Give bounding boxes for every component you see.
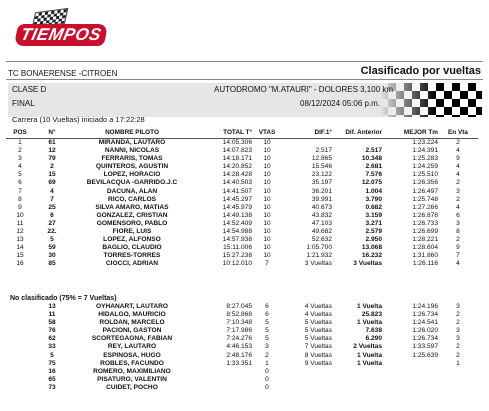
cell-name: QUINTEROS, AGUSTIN <box>95 163 169 171</box>
cell-best: 1:26.356 <box>412 179 438 187</box>
class-label: CLASE D <box>12 85 47 94</box>
cell-num: 4 <box>50 187 54 195</box>
cell-best: 1:31.860 <box>412 252 438 260</box>
cell-lap <box>438 368 478 376</box>
table-row <box>6 352 478 360</box>
cell-best <box>382 384 438 392</box>
cell-name: LOPEZ, HORACIO <box>103 171 161 179</box>
cell-prev: 2.579 <box>365 228 382 236</box>
cell-dif: 12.865 <box>311 155 332 163</box>
cell-time <box>194 376 252 384</box>
cell-pos: 9 <box>18 203 22 211</box>
cell-pos: 14 <box>16 244 24 252</box>
cell-laps: 10 <box>263 252 271 260</box>
cell-time: 14:49.138 <box>222 211 252 219</box>
table-row <box>6 384 478 392</box>
cell-laps: 10 <box>263 171 271 179</box>
cell-prev: 7.576 <box>365 171 382 179</box>
cell-prev: 10.348 <box>361 155 382 163</box>
cell-num: 75 <box>48 359 56 367</box>
cell-pos <box>6 352 34 360</box>
cell-best: 1:27.266 <box>412 203 438 211</box>
cell-prev: 0.682 <box>365 203 382 211</box>
cell-best: 1:25.639 <box>412 351 438 359</box>
cell-name: OYHANART, LAUTARO <box>95 303 169 310</box>
cell-prev: 13.068 <box>361 244 382 252</box>
cell-name: BAGLIO, CLAUDIO <box>102 244 162 252</box>
cell-dif: 4 Vueltas <box>304 311 332 319</box>
cell-pos <box>6 343 34 351</box>
table-row <box>6 228 478 236</box>
cell-best: 1:26.699 <box>412 228 438 236</box>
cell-lap: 9 <box>456 244 460 252</box>
cell-time: 8:27.045 <box>226 303 252 310</box>
cell-time: 14:45.297 <box>222 195 252 203</box>
cell-prev: 3.790 <box>365 195 382 203</box>
cell-dif: 36.201 <box>311 187 332 195</box>
table-row <box>6 335 478 343</box>
table-row <box>6 303 478 311</box>
cell-num: 6 <box>50 211 54 219</box>
cell-prev: 1 Vuelta <box>356 359 382 367</box>
cell-time: 7:24.276 <box>226 335 252 343</box>
cell-prev <box>332 139 382 148</box>
cell-best: 1:26.734 <box>412 311 438 319</box>
table-row <box>6 155 478 163</box>
cell-lap: 7 <box>456 252 460 260</box>
cell-best: 1:24.196 <box>412 303 438 310</box>
cell-best: 1:24.391 <box>412 147 438 155</box>
cell-name: HIDALGO, MAURICIO <box>98 311 166 319</box>
cell-prev: 1 Vuelta <box>356 303 382 310</box>
table-row <box>6 147 478 155</box>
cell-num: 27 <box>48 219 56 227</box>
cell-dif <box>282 368 332 376</box>
cell-prev: 6.290 <box>365 335 382 343</box>
cell-pos: 6 <box>18 179 22 187</box>
cell-prev: 2.517 <box>365 147 382 155</box>
cell-prev: 7.638 <box>365 327 382 335</box>
cell-name: FIORE, LUIS <box>112 228 152 236</box>
cell-name: GOMENSORO, PABLO <box>96 219 168 227</box>
cell-prev: 3.159 <box>365 211 382 219</box>
cell-lap: 2 <box>456 319 460 327</box>
cell-time: 14:18.171 <box>222 155 252 163</box>
cell-lap: 3 <box>456 187 460 195</box>
cell-pos: 10 <box>16 211 24 219</box>
cell-best <box>382 360 438 368</box>
cell-laps: 10 <box>263 211 271 219</box>
cell-laps: 10 <box>263 236 271 244</box>
cell-dif: 40.673 <box>311 203 332 211</box>
cell-pos: 11 <box>16 219 24 227</box>
cell-num: 15 <box>48 171 56 179</box>
cell-prev <box>332 384 382 392</box>
cell-laps: 10 <box>263 228 271 236</box>
cell-time <box>194 368 252 376</box>
cell-laps: 6 <box>265 311 269 319</box>
cell-lap <box>438 384 478 392</box>
table-row <box>6 188 478 196</box>
title-divider <box>6 79 483 80</box>
cell-num: 5 <box>50 351 54 359</box>
cell-num: 79 <box>48 155 56 163</box>
cell-pos <box>6 327 34 335</box>
cell-prev: 2.681 <box>365 163 382 171</box>
cell-laps: 2 <box>265 351 269 359</box>
cell-best: 1:33.597 <box>412 343 438 351</box>
cell-dif: 23.122 <box>311 171 332 179</box>
cell-best <box>382 376 438 384</box>
table-row <box>6 204 478 212</box>
cell-dif: 4 Vueltas <box>304 303 332 310</box>
cell-num: 16 <box>48 367 56 375</box>
cell-lap: 9 <box>456 155 460 163</box>
cell-best: 1:26.497 <box>412 187 438 195</box>
cell-lap <box>438 376 478 384</box>
cell-dif: 43.832 <box>311 211 332 219</box>
category-label: TC BONAERENSE -CITROEN <box>8 69 118 78</box>
cell-num: 11 <box>48 311 56 319</box>
col-best: MEJOR Tm <box>382 128 438 139</box>
cell-name: RICO, CARLOS <box>108 195 156 203</box>
cell-lap: 6 <box>456 211 460 219</box>
datetime-label: 08/12/2024 05:06 p.m. <box>300 99 381 108</box>
cell-name: CUIDET, POCHO <box>106 383 158 391</box>
cell-laps: 10 <box>263 155 271 163</box>
cell-laps: 10 <box>263 147 271 155</box>
cell-prev: 3.271 <box>365 219 382 227</box>
table-row <box>6 252 478 260</box>
cell-name: SCORTEGAGNA, FABIAN <box>91 335 173 343</box>
cell-prev: 16.232 <box>361 252 382 260</box>
cell-time: 15:27.238 <box>222 252 252 260</box>
cell-lap: 2 <box>456 343 460 351</box>
tiempos-logo <box>16 10 108 48</box>
cell-time <box>194 384 252 392</box>
cell-pos: 1 <box>18 139 22 146</box>
cell-pos: 8 <box>18 195 22 203</box>
cell-lap: 2 <box>456 139 460 146</box>
table-row <box>6 311 478 319</box>
race-start-text: Carrera (10 Vueltas) iniciado a 17:22:28 <box>12 115 145 124</box>
cell-prev: 12.075 <box>361 179 382 187</box>
cell-lap: 3 <box>456 303 460 310</box>
cell-dif: 5 Vueltas <box>304 327 332 335</box>
cell-lap: 2 <box>456 351 460 359</box>
cell-pos: 4 <box>18 163 22 171</box>
cell-best: 1:26.733 <box>412 219 438 227</box>
table-header-row <box>6 128 478 139</box>
cell-pos <box>6 376 34 384</box>
cell-num: 13 <box>48 303 56 310</box>
cell-dif: 15.546 <box>311 163 332 171</box>
col-total: TOTAL T° <box>194 128 252 139</box>
cell-lap: 3 <box>456 335 460 343</box>
cell-num: 12 <box>48 147 56 155</box>
cell-prev: 2 Vueltas <box>353 343 382 351</box>
cell-dif: 5 Vueltas <box>304 319 332 327</box>
session-label: FINAL <box>12 99 35 108</box>
cell-time: 14:28.428 <box>222 171 252 179</box>
col-name: NOMBRE PILOTO <box>70 128 194 139</box>
cell-laps: 10 <box>263 187 271 195</box>
cell-pos: 16 <box>16 260 24 268</box>
cell-lap: 2 <box>456 195 460 203</box>
header-divider <box>6 61 483 62</box>
cell-pos <box>6 319 34 327</box>
cell-best <box>382 368 438 376</box>
cell-num: 61 <box>48 139 56 146</box>
cell-num: 25 <box>48 203 56 211</box>
classified-body <box>6 139 478 269</box>
cell-lap: 2 <box>456 236 460 244</box>
cell-prev <box>332 376 382 384</box>
cell-laps: 10 <box>263 179 271 187</box>
cell-num: 5 <box>50 236 54 244</box>
cell-name: PACIONI, GASTON <box>102 327 162 335</box>
classified-table <box>6 128 478 269</box>
cell-best: 1:24.259 <box>412 163 438 171</box>
cell-best: 1:28.221 <box>412 236 438 244</box>
table-row <box>6 139 478 148</box>
cell-pos <box>6 384 34 392</box>
cell-prev: 1.004 <box>365 187 382 195</box>
cell-name: ROBLES, FACUNDO <box>100 359 164 367</box>
cell-laps: 0 <box>265 367 269 375</box>
cell-time: 14:41.507 <box>222 187 252 195</box>
cell-lap: 3 <box>456 219 460 227</box>
race-start-line <box>8 114 482 125</box>
cell-dif: 8 Vueltas <box>304 351 332 359</box>
col-pos: POS <box>6 128 34 139</box>
cell-name: ROMERO, MAXIMILIANO <box>93 367 171 375</box>
cell-laps: 10 <box>263 139 271 146</box>
cell-laps: 10 <box>263 244 271 252</box>
cell-laps: 0 <box>265 375 269 383</box>
cell-laps: 0 <box>265 383 269 391</box>
cell-best: 1:26.734 <box>412 335 438 343</box>
not-classified-body <box>6 303 478 392</box>
cell-time: 7:17.986 <box>226 327 252 335</box>
cell-num: 22. <box>47 228 57 236</box>
cell-lap: 2 <box>456 179 460 187</box>
not-classified-label: No clasificado (75% = 7 Vueltas) <box>10 295 117 302</box>
cell-num: 7 <box>50 195 54 203</box>
cell-num: 58 <box>48 319 56 327</box>
cell-name: ESPINOSA, HUGO <box>103 351 161 359</box>
table-row <box>6 196 478 204</box>
table-row <box>6 360 478 368</box>
cell-dif: 5 Vueltas <box>304 335 332 343</box>
cell-laps: 10 <box>263 203 271 211</box>
cell-time: 14:45.979 <box>222 203 252 211</box>
cell-laps: 10 <box>263 219 271 227</box>
table-row <box>6 220 478 228</box>
cell-time: 1:33.351 <box>226 359 252 367</box>
table-row <box>6 171 478 179</box>
cell-laps: 10 <box>263 195 271 203</box>
cell-prev: 2.950 <box>365 236 382 244</box>
cell-dif: 47.103 <box>311 219 332 227</box>
cell-dif <box>282 139 332 148</box>
cell-prev: 1 Vuelta <box>356 319 382 327</box>
cell-time: 7:10.348 <box>226 319 252 327</box>
table-row <box>6 319 478 327</box>
table-row <box>6 236 478 244</box>
cell-time: 2:48.176 <box>226 351 252 359</box>
cell-name: PISATURO, VALENTIN <box>97 375 167 383</box>
cell-name: CIOCCI, ADRIAN <box>105 260 159 268</box>
cell-pos: 5 <box>18 171 22 179</box>
cell-laps: 7 <box>265 260 269 268</box>
cell-name: BEVILACQUA -GARRIDO.J.C <box>86 179 178 187</box>
cell-time: 10:12.010 <box>222 260 252 268</box>
cell-dif: 52.632 <box>311 236 332 244</box>
cell-time: 14:40.503 <box>222 179 252 187</box>
table-row <box>6 260 478 268</box>
cell-laps: 6 <box>265 303 269 310</box>
cell-name: MIRANDA, LAUTARO <box>98 139 166 146</box>
cell-time: 14:54.988 <box>222 228 252 236</box>
cell-num: 85 <box>48 260 56 268</box>
logo-wordmark: TIEMPOS <box>14 24 109 46</box>
cell-best: 1:26.116 <box>412 260 438 268</box>
table-row <box>6 368 478 376</box>
cell-pos: 12 <box>16 228 24 236</box>
cell-pos: 7 <box>18 187 22 195</box>
cell-lap: 4 <box>456 163 460 171</box>
cell-dif: 1:05.700 <box>306 244 332 252</box>
cell-prev: 1 Vuelta <box>356 351 382 359</box>
cell-time: 15:11.006 <box>223 244 252 252</box>
cell-best: 1:28.604 <box>412 244 438 252</box>
cell-dif: 49.682 <box>311 228 332 236</box>
cell-name: LOPEZ, ALFONSO <box>103 236 161 244</box>
cell-laps: 5 <box>265 335 269 343</box>
cell-name: GONZALEZ, CRISTIAN <box>96 211 168 219</box>
cell-name: FERRARIS, TOMAS <box>101 155 163 163</box>
cell-pos <box>6 368 34 376</box>
table-row <box>6 327 478 335</box>
cell-name: ROLDAN, MARCELO <box>99 319 165 327</box>
cell-pos <box>6 303 34 311</box>
cell-laps: 3 <box>265 343 269 351</box>
circuit-label: AUTODROMO "M.ATAURI" - DOLORES 3,100 km <box>214 85 394 94</box>
cell-lap: 8 <box>456 228 460 236</box>
cell-name: TORRES-TORRES <box>103 252 161 260</box>
cell-time: 14:20.852 <box>222 163 252 171</box>
cell-prev: 3 Vueltas <box>353 260 382 268</box>
cell-time: 14:07.823 <box>222 147 252 155</box>
table-row <box>6 376 478 384</box>
table-row <box>6 179 478 187</box>
table-row <box>6 163 478 171</box>
col-dif-first: DIF.1° <box>282 128 332 139</box>
cell-best: 1:25.510 <box>412 171 438 179</box>
cell-pos <box>6 335 34 343</box>
cell-time: 14:05.306 <box>222 139 252 146</box>
cell-time: 14:52.409 <box>222 219 252 227</box>
cell-laps: 5 <box>265 319 269 327</box>
cell-num: 59 <box>48 244 56 252</box>
cell-laps: 10 <box>263 163 271 171</box>
checkered-pattern <box>380 83 482 117</box>
col-num: N° <box>34 128 70 139</box>
cell-dif: 3 Vueltas <box>304 260 332 268</box>
table-row <box>6 212 478 220</box>
cell-pos <box>6 311 34 319</box>
cell-name: NANNI, NICOLAS <box>104 147 160 155</box>
cell-best: 1:26.878 <box>412 211 438 219</box>
cell-name: SILVA AMARO, MATIAS <box>95 203 169 211</box>
col-laps: VTAS <box>252 128 282 139</box>
cell-lap: 2 <box>456 311 460 319</box>
cell-lap: 4 <box>456 260 460 268</box>
cell-lap: 1 <box>456 359 460 367</box>
cell-pos <box>6 360 34 368</box>
cell-prev: 25.823 <box>361 311 382 319</box>
cell-time: 14:57.938 <box>222 236 252 244</box>
table-row <box>6 343 478 351</box>
table-row <box>6 244 478 252</box>
cell-best: 1:26.020 <box>412 327 438 335</box>
cell-best: 1:24.541 <box>412 319 438 327</box>
cell-laps: 1 <box>265 359 269 367</box>
not-classified-table <box>6 303 478 392</box>
cell-dif: 9 Vueltas <box>304 359 332 367</box>
cell-num: 65 <box>48 375 56 383</box>
col-on-lap: En Vta <box>438 128 478 139</box>
cell-num: 62 <box>48 335 56 343</box>
cell-lap: 3 <box>456 327 460 335</box>
cell-dif <box>282 384 332 392</box>
cell-num: 76 <box>48 327 56 335</box>
cell-dif: 35.197 <box>311 179 332 187</box>
cell-pos: 13 <box>16 236 24 244</box>
cell-name: DACUNA, ALAN <box>106 187 158 195</box>
cell-num: 33 <box>48 343 56 351</box>
cell-num: 2 <box>50 163 54 171</box>
cell-dif: 39.991 <box>311 195 332 203</box>
cell-name: REY, LAUTARO <box>107 343 157 351</box>
cell-dif: 2.517 <box>315 147 332 155</box>
cell-best: 1:25.283 <box>412 155 438 163</box>
cell-dif: 1:21.932 <box>306 252 332 260</box>
cell-lap: 4 <box>456 203 460 211</box>
cell-time: 8:52.868 <box>226 311 252 319</box>
cell-num: 73 <box>48 383 56 391</box>
cell-time: 4:46.153 <box>226 343 252 351</box>
col-dif-prev: Dif. Anterior <box>332 128 382 139</box>
page-title: Clasificado por vueltas <box>360 65 481 77</box>
cell-lap: 4 <box>456 147 460 155</box>
cell-pos: 2 <box>18 147 22 155</box>
cell-pos: 3 <box>18 155 22 163</box>
cell-num: 69 <box>48 179 56 187</box>
cell-best: 1:23.224 <box>412 139 438 146</box>
cell-lap: 4 <box>456 171 460 179</box>
cell-dif <box>282 376 332 384</box>
cell-dif: 7 Vueltas <box>304 343 332 351</box>
cell-num: 30 <box>48 252 56 260</box>
cell-pos: 15 <box>16 252 24 260</box>
cell-prev <box>332 368 382 376</box>
cell-best: 1:25.748 <box>412 195 438 203</box>
cell-laps: 5 <box>265 327 269 335</box>
